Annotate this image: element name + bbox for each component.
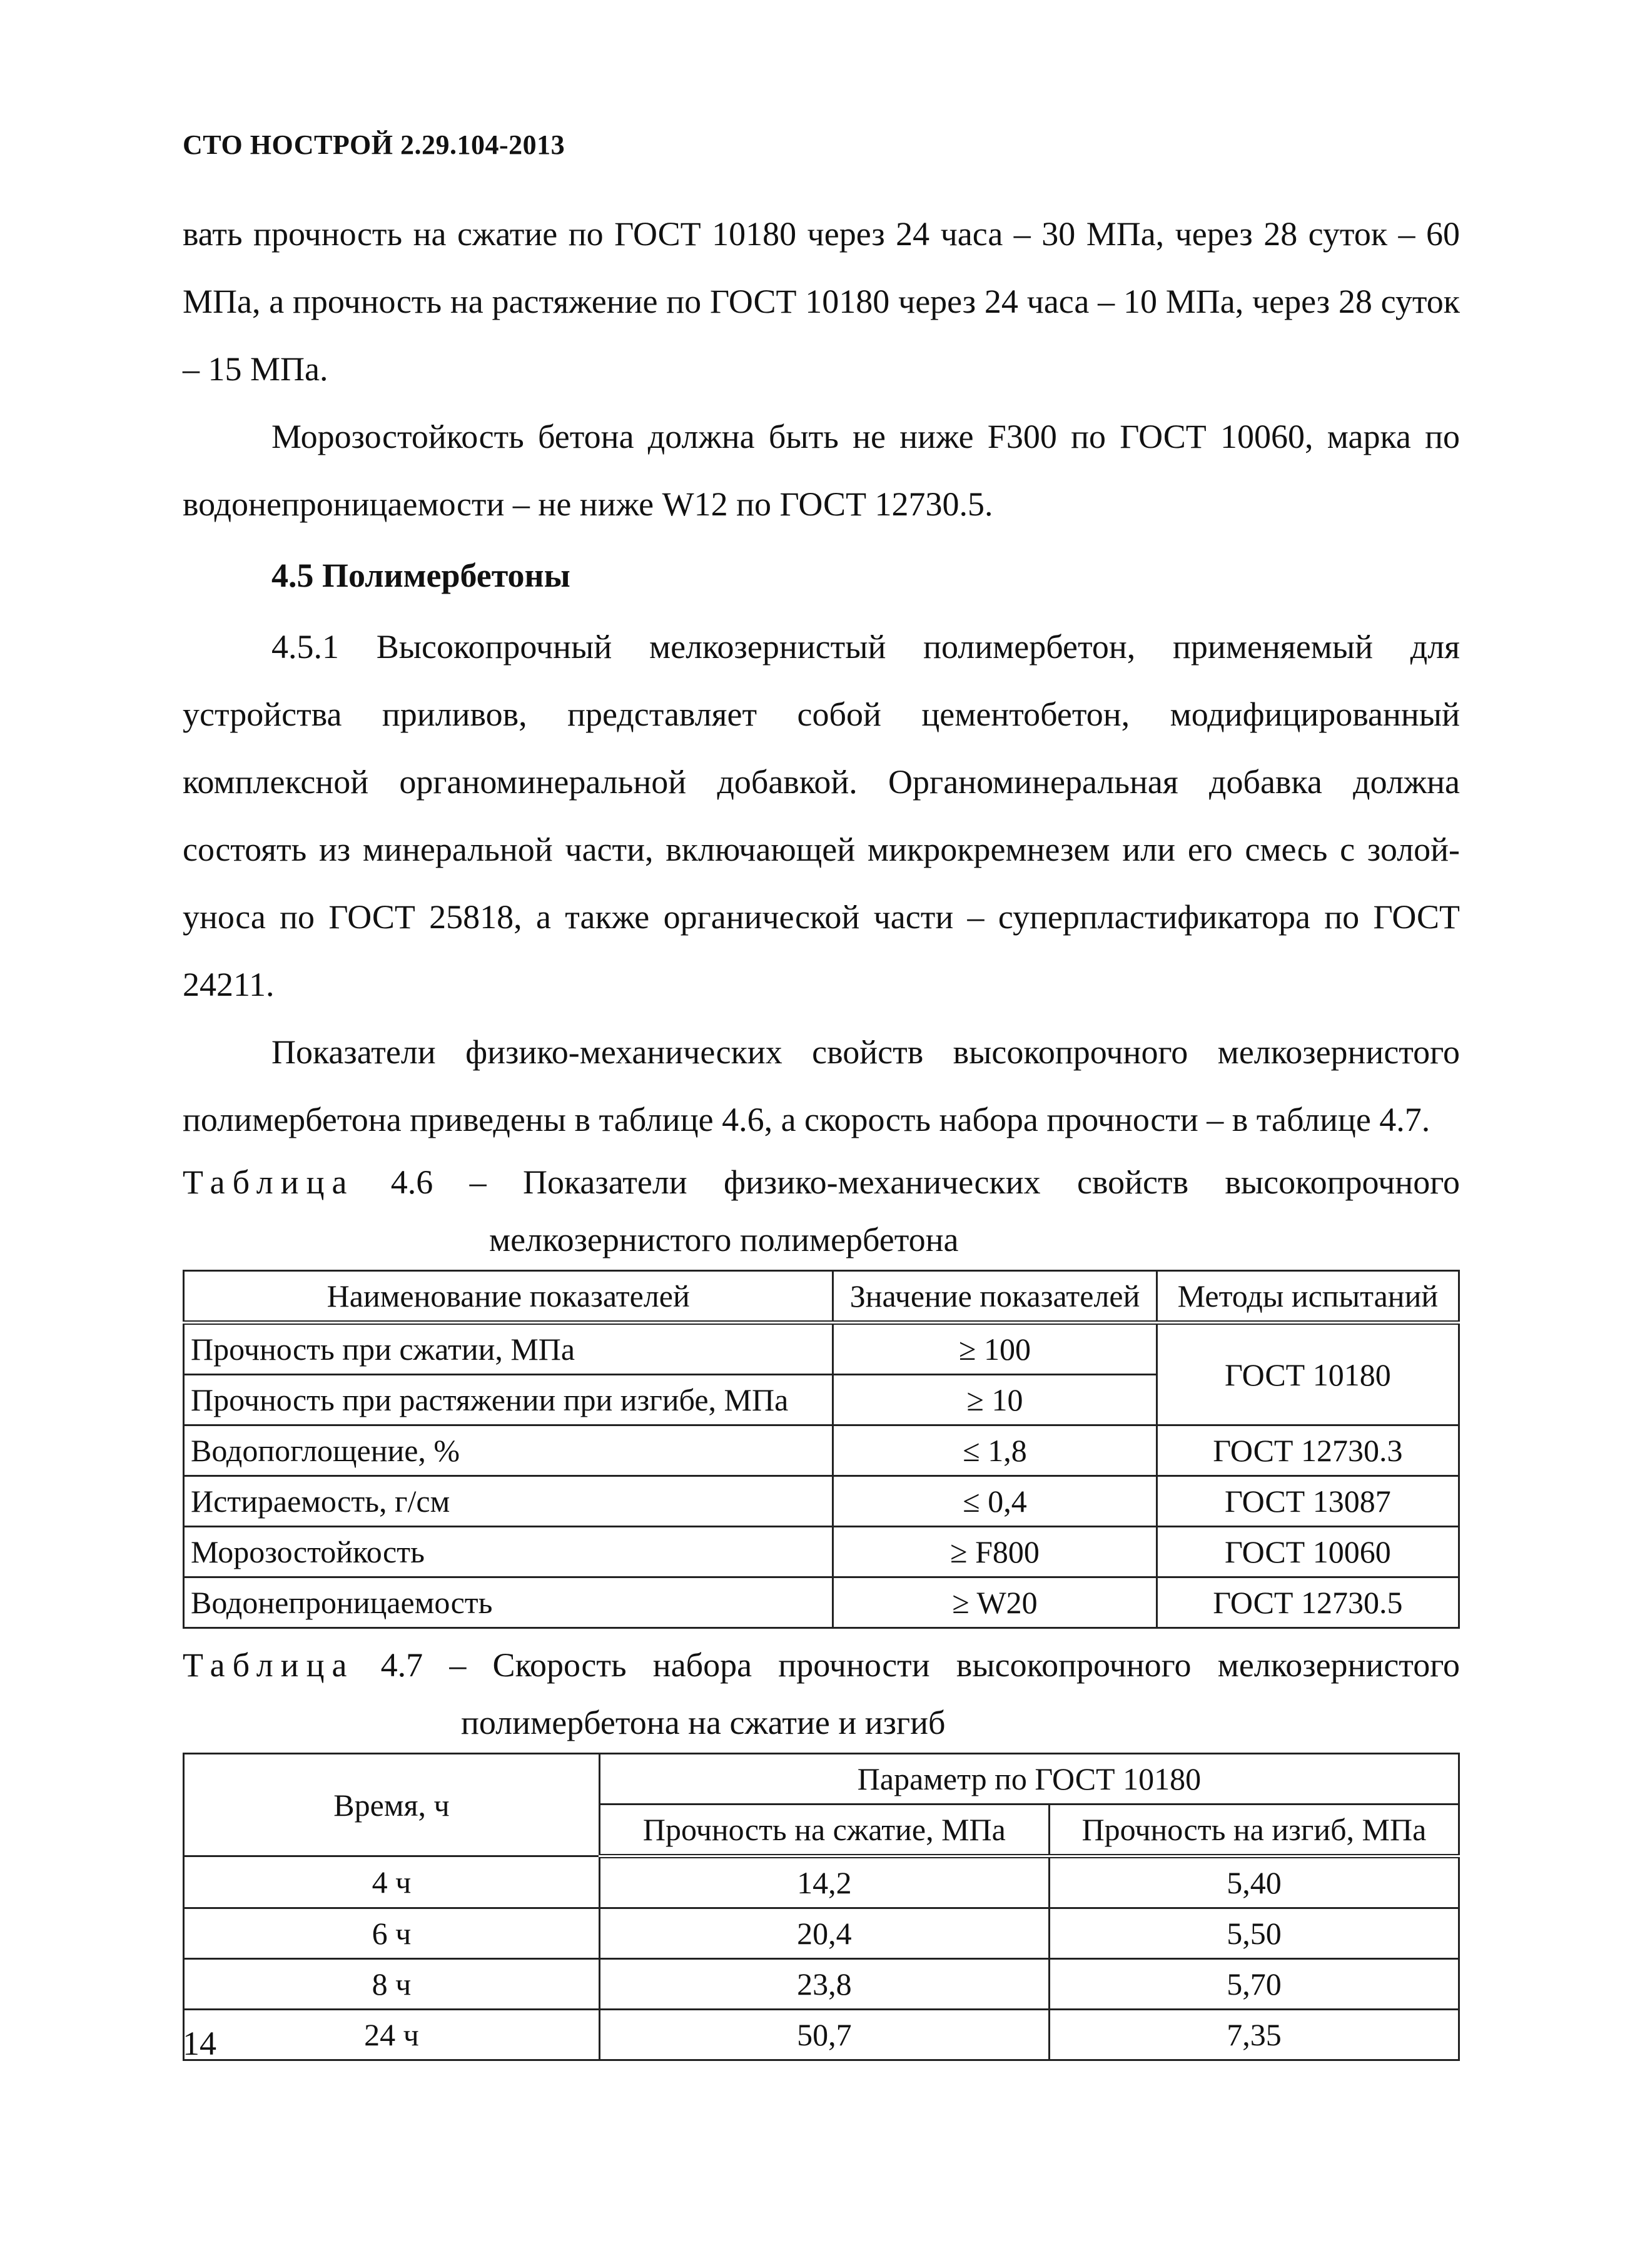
test-method: ГОСТ 10060: [1157, 1527, 1459, 1577]
time-cell: 4 ч: [184, 1856, 600, 1908]
table-row: [184, 1959, 1459, 2010]
compression-cell: 50,7: [599, 2010, 1049, 2060]
indicator-value: ≥ 100: [833, 1323, 1157, 1375]
caption-label: Таблица: [183, 1163, 355, 1201]
test-method: ГОСТ 13087: [1157, 1476, 1459, 1527]
paragraph-polymer-concrete: 4.5.1 Высокопрочный мелкозернистый полимербетон, применяемый для устройства приливов, представляет собой цементобетон, модифицированный комплексной органоминеральной добавкой. Органоминеральная добавка должна состоять из минеральной части, включающей микрокремнезем или его смесь с золой-уноса по ГОСТ 25818, а также органической части – суперпластификатора по ГОСТ 24211.: [183, 628, 1460, 1003]
table-4-7: [183, 1753, 1460, 2061]
indicator-value: ≥ 10: [833, 1375, 1157, 1425]
column-header-time: Время, ч: [184, 1754, 600, 1856]
indicator-name: Истираемость, г/см: [184, 1476, 833, 1527]
compression-cell: 20,4: [599, 1908, 1049, 1959]
bending-cell: 7,35: [1049, 2010, 1459, 2060]
table-row: [184, 2010, 1459, 2060]
indicator-value: ≥ F800: [833, 1527, 1157, 1577]
indicator-name: Морозостойкость: [184, 1527, 833, 1577]
caption-label: Таблица: [183, 1646, 355, 1684]
table-header-row: [184, 1271, 1459, 1323]
page-content: [183, 200, 1460, 2061]
test-method: ГОСТ 10180: [1157, 1323, 1459, 1425]
column-header: Наименование показателей: [184, 1271, 833, 1323]
indicator-name: Водонепроницаемость: [184, 1577, 833, 1628]
document-header: СТО НОСТРОЙ 2.29.104-2013: [183, 129, 565, 160]
indicator-name: Прочность при сжатии, МПа: [184, 1323, 833, 1375]
caption-text: 4.6 – Показатели физико-механических свойств высокопрочного: [390, 1163, 1460, 1201]
table-header-row: [184, 1754, 1459, 1805]
column-header: Значение показателей: [833, 1271, 1157, 1323]
indicator-value: ≤ 0,4: [833, 1476, 1157, 1527]
table-row: [184, 1425, 1459, 1476]
column-header-compression: Прочность на сжатие, МПа: [599, 1805, 1049, 1856]
indicator-value: ≥ W20: [833, 1577, 1157, 1628]
compression-cell: 23,8: [599, 1959, 1049, 2010]
paragraph-frost-resistance: Морозостойкость бетона должна быть не ниже F300 по ГОСТ 10060, марка по водонепроницаемости – не ниже W12 по ГОСТ 12730.5.: [183, 418, 1460, 523]
table-row: [184, 1527, 1459, 1577]
time-cell: 24 ч: [184, 2010, 600, 2060]
test-method: ГОСТ 12730.5: [1157, 1577, 1459, 1628]
column-header: Методы испытаний: [1157, 1271, 1459, 1323]
paragraph-indicators: Показатели физико-механических свойств высокопрочного мелкозернистого полимербетона приведены в таблице 4.6, а скорость набора прочности – в таблице 4.7.: [183, 1033, 1460, 1138]
column-header-bending: Прочность на изгиб, МПа: [1049, 1805, 1459, 1856]
bending-cell: 5,40: [1049, 1856, 1459, 1908]
table-4-6-caption: [183, 1153, 1460, 1268]
bending-cell: 5,50: [1049, 1908, 1459, 1959]
compression-cell: 14,2: [599, 1856, 1049, 1908]
table-row: [184, 1476, 1459, 1527]
indicator-name: Прочность при растяжении при изгибе, МПа: [184, 1375, 833, 1425]
page-number: 14: [183, 2025, 216, 2062]
time-cell: 8 ч: [184, 1959, 600, 2010]
section-title: 4.5 Полимербетоны: [271, 557, 570, 594]
table-row: [184, 1323, 1459, 1375]
table-4-6: [183, 1270, 1460, 1629]
column-group-header: Параметр по ГОСТ 10180: [599, 1754, 1459, 1805]
test-method: ГОСТ 12730.3: [1157, 1425, 1459, 1476]
indicator-name: Водопоглощение, %: [184, 1425, 833, 1476]
caption-text-continued: полимербетона на сжатие и изгиб: [461, 1704, 946, 1741]
indicator-value: ≤ 1,8: [833, 1425, 1157, 1476]
caption-text-continued: мелкозернистого полимербетона: [489, 1221, 959, 1258]
table-row: [184, 1856, 1459, 1908]
table-4-7-caption: [183, 1636, 1460, 1751]
time-cell: 6 ч: [184, 1908, 600, 1959]
paragraph-strength: вать прочность на сжатие по ГОСТ 10180 через 24 часа – 30 МПа, через 28 суток – 60 МПа, а прочность на растяжение по ГОСТ 10180 через 24 часа – 10 МПа, через 28 суток – 15 МПа.: [183, 215, 1460, 388]
table-row: [184, 1908, 1459, 1959]
bending-cell: 5,70: [1049, 1959, 1459, 2010]
table-row: [184, 1577, 1459, 1628]
caption-text: 4.7 – Скорость набора прочности высокопрочного мелкозернистого: [380, 1646, 1460, 1684]
